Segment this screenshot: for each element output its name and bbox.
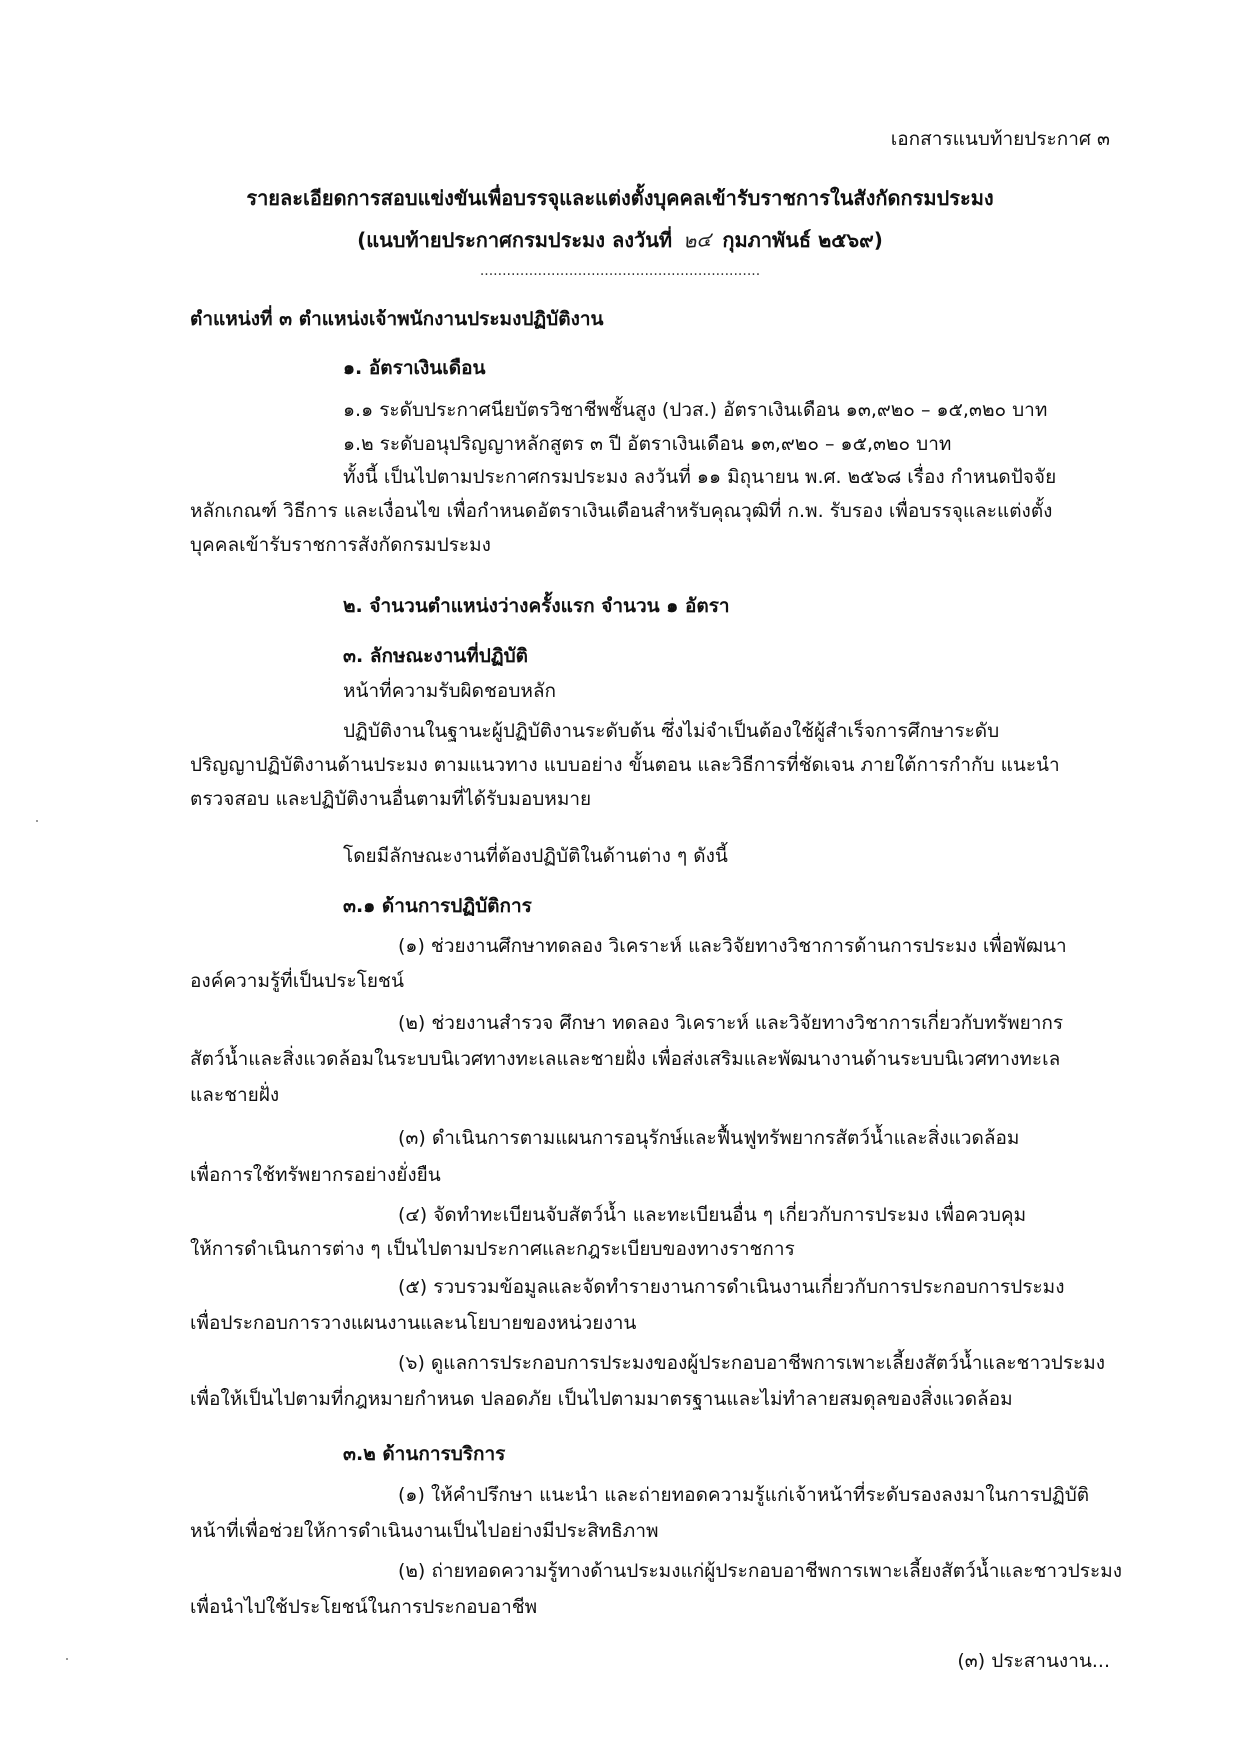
- salary-note-line-3: บุคคลเข้ารับราชการสังกัดกรมประมง: [190, 534, 491, 556]
- job-desc-line-2: ปริญญาปฏิบัติงานด้านประมง ตามแนวทาง แบบอย่าง ขั้นตอน และวิธีการที่ชัดเจน ภายใต้การกำกับ แนะนำ: [190, 754, 1060, 776]
- services-item-2-line-1: (๒) ถ่ายทอดความรู้ทางด้านประมงแก่ผู้ประกอบอาชีพการเพาะเลี้ยงสัตว์น้ำและชาวประมง: [398, 1560, 1122, 1582]
- operations-item-1-line-1: (๑) ช่วยงานศึกษาทดลอง วิเคราะห์ และวิจัยทางวิชาการด้านการประมง เพื่อพัฒนา: [398, 935, 1067, 957]
- annex-label: เอกสารแนบท้ายประกาศ ๓: [890, 128, 1110, 150]
- services-item-2-line-2: เพื่อนำไปใช้ประโยชน์ในการประกอบอาชีพ: [190, 1596, 538, 1618]
- handwritten-date: ๒๔: [682, 227, 713, 253]
- operations-item-6-line-1: (๖) ดูแลการประกอบการประมงของผู้ประกอบอาชีพการเพาะเลี้ยงสัตว์น้ำและชาวประมง: [398, 1352, 1106, 1374]
- continuation-marker: (๓) ประสานงาน...: [957, 1650, 1110, 1672]
- subtitle-prefix: (แนบท้ายประกาศกรมประมง ลงวันที่: [357, 228, 673, 252]
- services-heading: ๓.๒ ด้านการบริการ: [343, 1443, 506, 1465]
- section-2-heading: ๒. จำนวนตำแหน่งว่างครั้งแรก จำนวน ๑ อัตรา: [343, 595, 730, 617]
- operations-item-2-line-2: สัตว์น้ำและสิ่งแวดล้อมในระบบนิเวศทางทะเลและชายฝั่ง เพื่อส่งเสริมและพัฒนางานด้านระบบนิเวศทางทะเล: [190, 1048, 1061, 1070]
- services-item-1-line-1: (๑) ให้คำปรึกษา แนะนำ และถ่ายทอดความรู้แก่เจ้าหน้าที่ระดับรองลงมาในการปฏิบัติ: [398, 1484, 1090, 1506]
- job-desc-line-1: ปฏิบัติงานในฐานะผู้ปฏิบัติงานระดับต้น ซึ่งไม่จำเป็นต้องใช้ผู้สำเร็จการศึกษาระดับ: [343, 720, 1000, 742]
- responsibility-label: หน้าที่ความรับผิดชอบหลัก: [343, 680, 557, 702]
- services-item-1-line-2: หน้าที่เพื่อช่วยให้การดำเนินงานเป็นไปอย่างมีประสิทธิภาพ: [190, 1520, 659, 1542]
- separator-dots: ...............................................................: [479, 263, 761, 279]
- operations-item-1-line-2: องค์ความรู้ที่เป็นประโยชน์: [190, 970, 404, 992]
- operations-heading: ๓.๑ ด้านการปฏิบัติการ: [343, 895, 532, 917]
- salary-note-line-1: ทั้งนี้ เป็นไปตามประกาศกรมประมง ลงวันที่ ๑๑ มิถุนายน พ.ศ. ๒๕๖๘ เรื่อง กำหนดปัจจัย: [343, 466, 1057, 488]
- operations-item-2-line-3: และชายฝั่ง: [190, 1084, 280, 1106]
- operations-item-3-line-2: เพื่อการใช้ทรัพยากรอย่างยั่งยืน: [190, 1164, 441, 1186]
- operations-item-5-line-1: (๕) รวบรวมข้อมูลและจัดทำรายงานการดำเนินงานเกี่ยวกับการประกอบการประมง: [398, 1276, 1065, 1298]
- scan-speck: [36, 820, 38, 822]
- operations-item-4-line-1: (๔) จัดทำทะเบียนจับสัตว์น้ำ และทะเบียนอื่น ๆ เกี่ยวกับการประมง เพื่อควบคุม: [398, 1204, 1027, 1226]
- position-heading: ตำแหน่งที่ ๓ ตำแหน่งเจ้าพนักงานประมงปฏิบัติงาน: [190, 308, 604, 330]
- section-3-heading: ๓. ลักษณะงานที่ปฏิบัติ: [343, 645, 528, 667]
- operations-item-3-line-1: (๓) ดำเนินการตามแผนการอนุรักษ์และฟื้นฟูทรัพยากรสัตว์น้ำและสิ่งแวดล้อม: [398, 1127, 1020, 1149]
- scan-speck: [66, 1658, 68, 1660]
- operations-item-4-line-2: ให้การดำเนินการต่าง ๆ เป็นไปตามประกาศและกฎระเบียบของทางราชการ: [190, 1238, 795, 1260]
- section-1-heading: ๑. อัตราเงินเดือน: [343, 357, 486, 379]
- operations-item-6-line-2: เพื่อให้เป็นไปตามที่กฎหมายกำหนด ปลอดภัย เป็นไปตามมาตรฐานและไม่ทำลายสมดุลของสิ่งแวดล้อม: [190, 1388, 1013, 1410]
- salary-item-1-1: ๑.๑ ระดับประกาศนียบัตรวิชาชีพชั้นสูง (ปวส.) อัตราเงินเดือน ๑๓,๙๒๐ – ๑๕,๓๒๐ บาท: [343, 399, 1048, 421]
- subtitle-suffix: กุมภาพันธ์ ๒๕๖๙): [722, 228, 883, 252]
- job-intro: โดยมีลักษณะงานที่ต้องปฏิบัติในด้านต่าง ๆ ดังนี้: [343, 845, 728, 867]
- job-desc-line-3: ตรวจสอบ และปฏิบัติงานอื่นตามที่ได้รับมอบหมาย: [190, 788, 592, 810]
- operations-item-2-line-1: (๒) ช่วยงานสำรวจ ศึกษา ทดลอง วิเคราะห์ และวิจัยทางวิชาการเกี่ยวกับทรัพยากร: [398, 1012, 1064, 1034]
- document-title: รายละเอียดการสอบแข่งขันเพื่อบรรจุและแต่งตั้งบุคคลเข้ารับราชการในสังกัดกรมประมง: [246, 186, 994, 210]
- operations-item-5-line-2: เพื่อประกอบการวางแผนงานและนโยบายของหน่วยงาน: [190, 1312, 637, 1334]
- salary-item-1-2: ๑.๒ ระดับอนุปริญญาหลักสูตร ๓ ปี อัตราเงินเดือน ๑๓,๙๒๐ – ๑๕,๓๒๐ บาท: [343, 433, 952, 455]
- document-subtitle: [0, 227, 1240, 253]
- salary-note-line-2: หลักเกณฑ์ วิธีการ และเงื่อนไข เพื่อกำหนดอัตราเงินเดือนสำหรับคุณวุฒิที่ ก.พ. รับรอง เพื่อบรรจุและแต่งตั้ง: [190, 500, 1053, 522]
